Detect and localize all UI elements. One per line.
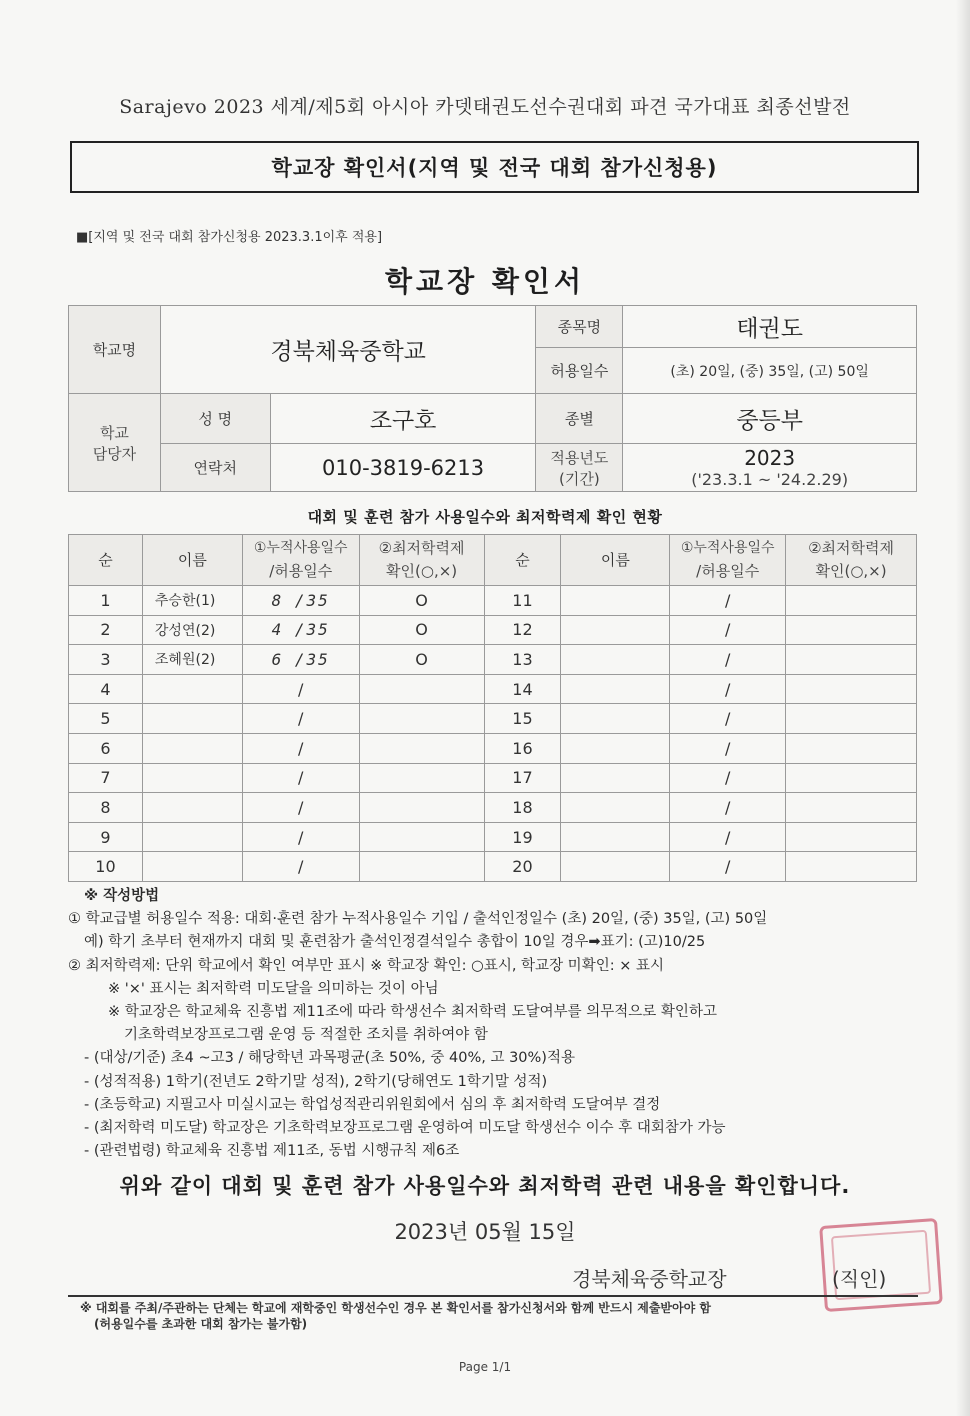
table-row [69,852,917,882]
row-days: / [670,645,786,675]
row-days: / [670,674,786,704]
year-label-line1: 적용년도 [550,448,609,467]
document-title: 학교장 확인서 [384,265,586,298]
row-no: 5 [69,704,143,734]
year-label [536,444,623,492]
row-no: 2 [69,615,143,645]
page-number: Page 1/1 [458,1360,512,1374]
header-check-right-2: 확인(○,×) [815,562,887,580]
instruction-line: - (초등학교) 지필고사 미실시교는 학업성적관리위원회에서 심의 후 최저학력 도달여부 결정 [84,1096,661,1113]
principal-signature: 경북체육중학교장 [572,1267,727,1291]
row-check [359,822,484,852]
row-no: 8 [69,793,143,823]
row-check [786,615,917,645]
school-name-label: 학교명 [69,306,161,394]
table-row [69,674,917,704]
allowed-days-label: 허용일수 [536,348,623,394]
row-name [142,793,242,823]
row-days: / [670,822,786,852]
header-check-left-2: 확인(○,×) [386,562,458,580]
row-days: 6 /35 [242,645,359,675]
footnote [80,1300,711,1332]
issue-date: 2023년 05월 15일 [394,1220,576,1244]
row-check [786,674,917,704]
row-name [561,615,670,645]
table-row [69,822,917,852]
row-no: 4 [69,674,143,704]
row-name [561,763,670,793]
row-no: 6 [69,733,143,763]
row-days: / [242,793,359,823]
row-check [786,793,917,823]
instruction-line: ※ '×' 표시는 최저학력 미도달을 의미하는 것이 아님 [108,980,439,997]
row-check [359,763,484,793]
header-check-left-1: ②최저학력제 [378,539,465,557]
row-check: O [359,645,484,675]
divider [68,1295,918,1297]
footnote-line-1: ※ 대회를 주최/주관하는 단체는 학교에 재학중인 학생선수인 경우 본 확인서를 참가신청서와 함께 반드시 제출받아야 함 [80,1301,711,1315]
year-label-line2: (기간) [559,469,600,488]
row-check: O [359,615,484,645]
year-cell [623,444,917,492]
row-check [786,822,917,852]
row-name [142,763,242,793]
row-days: / [670,586,786,616]
staff-label-line1: 학교 [99,423,129,442]
row-no: 12 [484,615,561,645]
table-row [69,763,917,793]
row-days: / [670,615,786,645]
table-row [69,615,917,645]
row-name [561,733,670,763]
header-days-right [670,535,786,586]
box-title: 학교장 확인서(지역 및 전국 대회 참가신청용) [271,156,718,180]
row-check [359,793,484,823]
row-check [786,852,917,882]
row-no: 9 [69,822,143,852]
header-check-right-1: ②최저학력제 [808,539,894,557]
row-check [786,733,917,763]
row-no: 14 [484,674,561,704]
row-check [359,852,484,882]
row-name [142,674,242,704]
row-name: 강성연(2) [142,615,242,645]
row-no: 10 [69,852,143,882]
table-row [69,586,917,616]
staff-name-label: 성 명 [160,394,270,444]
instruction-line: - (대상/기준) 초4 ~고3 / 해당학년 과목평균(초 50%, 중 40%, 고 30%)적용 [84,1050,575,1067]
row-name [142,704,242,734]
instructions [68,885,918,1163]
instruction-line: ※ 학교장은 학교체육 진흥법 제11조에 따라 학생선수 최저학력 도달여부를 의무적으로 확인하고 [108,1003,717,1020]
row-name [142,733,242,763]
instruction-line: ② 최저학력제: 단위 학교에서 확인 여부만 표시 ※ 학교장 확인: ○표시, 학교장 미확인: × 표시 [68,957,664,974]
header-days-left-1: ①누적사용일수 [253,540,348,556]
staff-label-line2: 담당자 [92,444,137,463]
confirmation-statement: 위와 같이 대회 및 훈련 참가 사용일수와 최저학력 관련 내용을 확인합니다. [119,1174,851,1198]
sport-label: 종목명 [536,306,623,348]
row-name [561,674,670,704]
row-days: / [670,852,786,882]
row-no: 7 [69,763,143,793]
header-check-right [786,535,917,586]
row-days: / [670,793,786,823]
year-value: 2023 [744,446,796,470]
row-no: 18 [484,793,561,823]
row-no: 15 [484,704,561,734]
instruction-line: 기초학력보장프로그램 운영 등 적절한 조치를 취하여야 함 [124,1027,488,1044]
instruction-line: 예) 학기 초부터 현재까지 대회 및 훈련참가 출석인정결석일수 총합이 10일 경우➡표기: (고)10/25 [84,934,706,951]
row-name: 추승한(1) [142,586,242,616]
row-name [561,852,670,882]
row-check [359,674,484,704]
allowed-days-value: (초) 20일, (중) 35일, (고) 50일 [623,348,917,394]
row-no: 19 [484,822,561,852]
row-days: 4 /35 [242,615,359,645]
table-row [69,733,917,763]
header-no-left: 순 [69,535,143,586]
row-no: 3 [69,645,143,675]
row-name [561,704,670,734]
sport-value: 태권도 [623,306,917,348]
row-name [142,822,242,852]
instructions-heading: ※ 작성방법 [84,888,160,904]
header-name-right: 이름 [561,535,670,586]
footnote-line-2: (허용일수를 초과한 대회 참가는 불가함) [94,1317,308,1331]
row-no: 20 [484,852,561,882]
staff-name-value: 조구호 [270,394,536,444]
title-box [70,141,919,193]
row-days: / [242,704,359,734]
instruction-line: - (성적적용) 1학기(전년도 2학기말 성적), 2학기(당해연도 1학기말 성적) [84,1073,548,1090]
row-check: O [359,586,484,616]
row-check [786,704,917,734]
row-name [561,822,670,852]
row-days: / [242,674,359,704]
row-name [142,852,242,882]
row-no: 16 [484,733,561,763]
row-name [561,586,670,616]
row-no: 11 [484,586,561,616]
row-check [786,645,917,675]
row-check [359,704,484,734]
row-days: / [670,733,786,763]
instruction-line: ① 학교급별 허용일수 적용: 대회·훈련 참가 누적사용일수 기입 / 출석인정일수 (초) 20일, (중) 35일, (고) 50일 [68,911,768,928]
row-days: / [242,852,359,882]
row-days: / [670,704,786,734]
school-info-table [68,305,917,492]
header-days-left [242,535,359,586]
header-days-right-1: ①누적사용일수 [680,540,775,556]
contact-value: 010-3819-6213 [270,444,536,492]
header-name-left: 이름 [142,535,242,586]
row-check [786,586,917,616]
seal-label: (직인) [832,1267,887,1291]
row-days: / [242,733,359,763]
status-title: 대회 및 훈련 참가 사용일수와 최저학력제 확인 현황 [307,508,663,526]
instruction-line: - (관련법령) 학교체육 진흥법 제11조, 동법 시행규칙 제6조 [84,1143,460,1160]
staff-label [69,394,161,492]
row-days: / [670,763,786,793]
table-row [69,793,917,823]
category-label: 종별 [536,394,623,444]
instruction-line: - (최저학력 미도달) 학교장은 기초학력보장프로그램 운영하여 미도달 학생선수 이수 후 대회참가 가능 [84,1119,726,1136]
row-name [561,645,670,675]
header-days-left-2: /허용일수 [269,562,333,580]
event-title: Sarajevo 2023 세계/제5회 아시아 카뎃태권도선수권대회 파견 국가대표 최종선발전 [119,96,851,118]
row-days: / [242,763,359,793]
row-no: 17 [484,763,561,793]
header-no-right: 순 [484,535,561,586]
header-check-left [359,535,484,586]
row-name [561,793,670,823]
row-days: 8 /35 [242,586,359,616]
row-check [786,763,917,793]
table-row [69,704,917,734]
school-name-value: 경북체육중학교 [160,306,536,394]
row-name: 조혜원(2) [142,645,242,675]
page-edge-shadow [956,0,970,1416]
table-row [69,645,917,675]
row-check [359,733,484,763]
header-days-right-2: /허용일수 [696,562,760,580]
category-value: 중등부 [623,394,917,444]
row-no: 1 [69,586,143,616]
applicability-note: ■[지역 및 전국 대회 참가신청용 2023.3.1이후 적용] [76,230,383,245]
status-table [68,534,917,882]
year-period: ('23.3.1 ~ '24.2.29) [691,470,849,489]
row-days: / [242,822,359,852]
row-no: 13 [484,645,561,675]
contact-label: 연락처 [160,444,270,492]
